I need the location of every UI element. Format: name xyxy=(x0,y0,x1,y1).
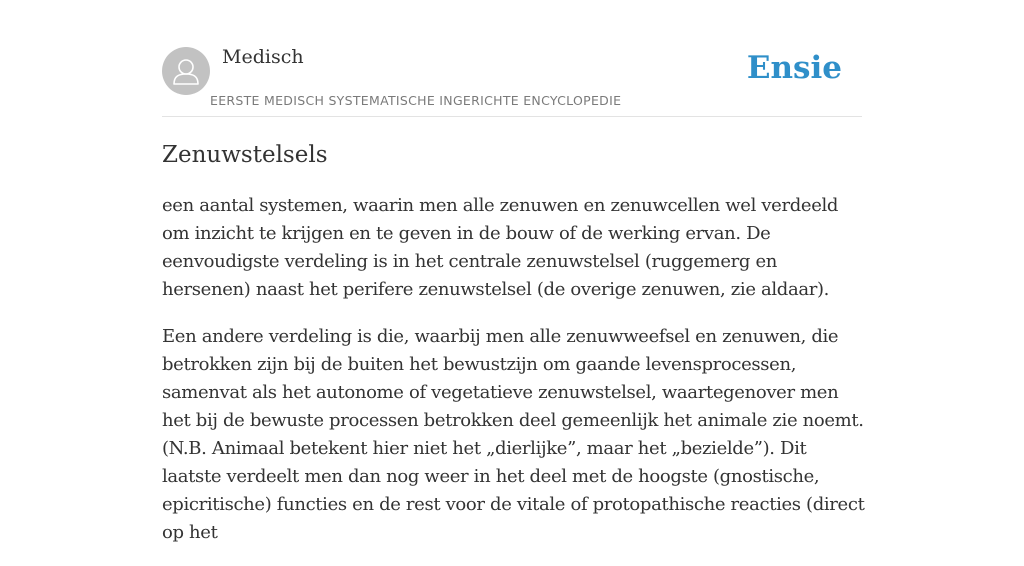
article-paragraph: Een andere verdeling is die, waarbij men alle zenuwweefsel en zenuwen, die betrokken zijn bij de buiten het bewustzijn om gaande levensprocessen, samenvat als het autonome of vegetatieve zenuwstelsel, waartegenover men het bij de bewuste processen betrokken deel gemeenlijk het animale zie noemt. (N.B. Animaal betekent hier niet het „dierlijke”, maar het „bezielde”). Dit laatste verdeelt men dan nog weer in het deel met de hoogste (gnostische, epicritische) functies en de rest voor de vitale of protopathische reacties (direct op het xyxy=(162,326,865,543)
source-name[interactable]: Medisch xyxy=(222,46,304,68)
source-avatar[interactable] xyxy=(162,47,210,95)
source-subtitle: EERSTE MEDISCH SYSTEMATISCHE INGERICHTE ENCYCLOPEDIE xyxy=(210,93,622,108)
article-title: Zenuwstelsels xyxy=(162,142,328,168)
user-icon xyxy=(162,47,210,95)
brand-logo[interactable]: Ensie xyxy=(746,50,842,86)
article-body xyxy=(162,192,866,566)
article-paragraph: een aantal systemen, waarin men alle zenuwen en zenuwcellen wel verdeeld om inzicht te krijgen en te geven in de bouw of de werking ervan. De eenvoudigste verdeling is in het centrale zenuwstelsel (ruggemerg en hersenen) naast het perifere zenuwstelsel (de overige zenuwen, zie aldaar). xyxy=(162,195,839,300)
source-header xyxy=(162,0,862,117)
